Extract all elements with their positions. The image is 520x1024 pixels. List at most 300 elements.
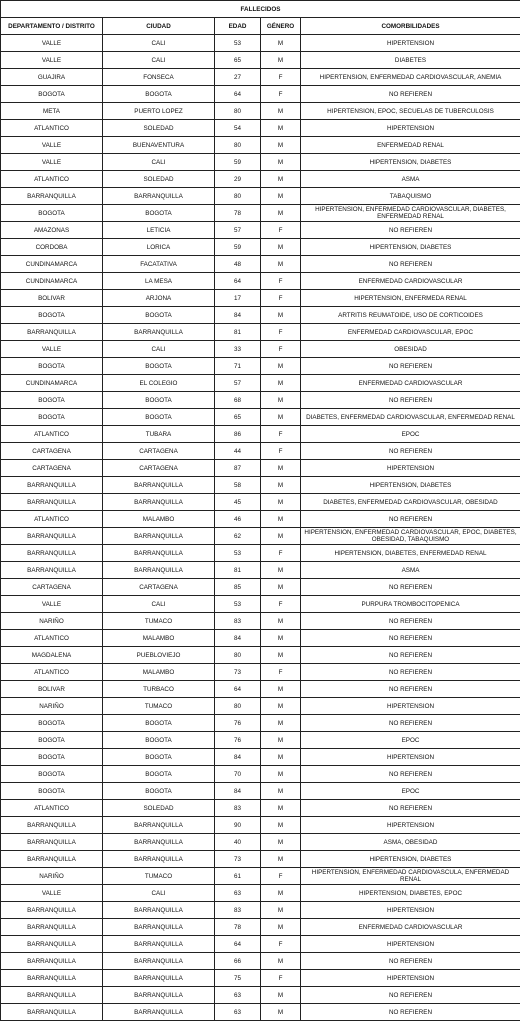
cell-edad: 85 (215, 579, 261, 596)
table-row (1, 35, 520, 52)
cell-edad: 80 (215, 188, 261, 205)
cell-ciudad: BOGOTA (103, 358, 215, 375)
cell-departamento: BARRANQUILLA (1, 987, 103, 1004)
cell-departamento: CARTAGENA (1, 443, 103, 460)
cell-comorbilidades: NO REFIEREN (301, 630, 520, 647)
cell-ciudad: BOGOTA (103, 392, 215, 409)
table-row (1, 698, 520, 715)
cell-genero: M (261, 885, 301, 902)
cell-edad: 65 (215, 409, 261, 426)
cell-comorbilidades: NO REFIEREN (301, 715, 520, 732)
cell-comorbilidades: HIPERTENSION (301, 936, 520, 953)
cell-edad: 57 (215, 222, 261, 239)
column-header-departamento: DEPARTAMENTO / DISTRITO (1, 18, 103, 35)
cell-genero: M (261, 681, 301, 698)
cell-comorbilidades: ASMA (301, 171, 520, 188)
cell-departamento: BARRANQUILLA (1, 562, 103, 579)
cell-ciudad: TUBARA (103, 426, 215, 443)
cell-departamento: BARRANQUILLA (1, 970, 103, 987)
cell-edad: 65 (215, 52, 261, 69)
cell-departamento: BARRANQUILLA (1, 953, 103, 970)
cell-ciudad: BOGOTA (103, 749, 215, 766)
cell-comorbilidades: HIPERTENSION, ENFERMEDAD CARDIOVASCULAR, EPOC, DIABETES, OBESIDAD, TABAQUISMO (301, 528, 520, 545)
cell-departamento: CUNDINAMARCA (1, 375, 103, 392)
column-header-comorbilidades: COMORBILIDADES (301, 18, 520, 35)
cell-genero: M (261, 392, 301, 409)
cell-comorbilidades: NO REFIEREN (301, 664, 520, 681)
cell-ciudad: BOGOTA (103, 409, 215, 426)
cell-edad: 58 (215, 477, 261, 494)
table-row (1, 188, 520, 205)
cell-genero: M (261, 35, 301, 52)
cell-genero: M (261, 579, 301, 596)
cell-comorbilidades: NO REFIEREN (301, 681, 520, 698)
cell-edad: 53 (215, 545, 261, 562)
cell-departamento: BARRANQUILLA (1, 324, 103, 341)
cell-ciudad: BARRANQUILLA (103, 545, 215, 562)
cell-departamento: BARRANQUILLA (1, 1004, 103, 1021)
table-body (1, 35, 520, 1021)
table-row (1, 52, 520, 69)
cell-comorbilidades: HIPERTENSION (301, 970, 520, 987)
cell-edad: 64 (215, 86, 261, 103)
cell-genero: M (261, 205, 301, 222)
table-row (1, 851, 520, 868)
cell-edad: 27 (215, 69, 261, 86)
cell-genero: M (261, 477, 301, 494)
cell-edad: 90 (215, 817, 261, 834)
cell-ciudad: CARTAGENA (103, 579, 215, 596)
table-row (1, 205, 520, 222)
table-row (1, 579, 520, 596)
cell-edad: 40 (215, 834, 261, 851)
cell-ciudad: SOLEDAD (103, 800, 215, 817)
cell-genero: F (261, 596, 301, 613)
cell-ciudad: BARRANQUILLA (103, 817, 215, 834)
cell-edad: 17 (215, 290, 261, 307)
cell-edad: 84 (215, 630, 261, 647)
cell-ciudad: BOGOTA (103, 86, 215, 103)
cell-edad: 63 (215, 885, 261, 902)
cell-departamento: NARIÑO (1, 698, 103, 715)
table-row (1, 86, 520, 103)
table-row (1, 545, 520, 562)
cell-comorbilidades: TABAQUISMO (301, 188, 520, 205)
table-row (1, 307, 520, 324)
table-row (1, 630, 520, 647)
cell-genero: M (261, 902, 301, 919)
cell-genero: M (261, 52, 301, 69)
cell-edad: 66 (215, 953, 261, 970)
table-row (1, 137, 520, 154)
cell-genero: M (261, 647, 301, 664)
cell-edad: 59 (215, 239, 261, 256)
cell-genero: M (261, 562, 301, 579)
cell-edad: 59 (215, 154, 261, 171)
cell-genero: M (261, 137, 301, 154)
table-row (1, 715, 520, 732)
cell-comorbilidades: HIPERTENSION (301, 120, 520, 137)
cell-genero: M (261, 817, 301, 834)
table-row (1, 953, 520, 970)
cell-departamento: NARIÑO (1, 613, 103, 630)
cell-edad: 54 (215, 120, 261, 137)
cell-ciudad: TUMACO (103, 613, 215, 630)
cell-genero: F (261, 426, 301, 443)
cell-departamento: BARRANQUILLA (1, 902, 103, 919)
cell-departamento: VALLE (1, 885, 103, 902)
cell-departamento: VALLE (1, 35, 103, 52)
column-header-genero: GÉNERO (261, 18, 301, 35)
cell-ciudad: BARRANQUILLA (103, 528, 215, 545)
cell-ciudad: CALI (103, 35, 215, 52)
cell-departamento: BOGOTA (1, 358, 103, 375)
cell-ciudad: BARRANQUILLA (103, 851, 215, 868)
table-row (1, 885, 520, 902)
cell-departamento: ATLANTICO (1, 664, 103, 681)
cell-genero: M (261, 358, 301, 375)
cell-comorbilidades: ENFERMEDAD CARDIOVASCULAR, EPOC (301, 324, 520, 341)
cell-genero: F (261, 341, 301, 358)
cell-genero: M (261, 239, 301, 256)
cell-comorbilidades: HIPERTENSION, DIABETES (301, 477, 520, 494)
cell-genero: F (261, 69, 301, 86)
table-row (1, 664, 520, 681)
cell-edad: 84 (215, 307, 261, 324)
cell-genero: M (261, 103, 301, 120)
cell-departamento: META (1, 103, 103, 120)
cell-genero: F (261, 936, 301, 953)
column-header-edad: EDAD (215, 18, 261, 35)
cell-ciudad: BARRANQUILLA (103, 919, 215, 936)
table-row (1, 443, 520, 460)
cell-ciudad: MALAMBO (103, 630, 215, 647)
cell-ciudad: MALAMBO (103, 511, 215, 528)
cell-genero: F (261, 868, 301, 885)
cell-edad: 68 (215, 392, 261, 409)
cell-comorbilidades: HIPERTENSION (301, 817, 520, 834)
cell-departamento: BOGOTA (1, 715, 103, 732)
cell-genero: F (261, 290, 301, 307)
cell-ciudad: BARRANQUILLA (103, 477, 215, 494)
cell-comorbilidades: NO REFIEREN (301, 579, 520, 596)
cell-ciudad: BOGOTA (103, 783, 215, 800)
cell-edad: 81 (215, 324, 261, 341)
table-row (1, 817, 520, 834)
cell-genero: M (261, 120, 301, 137)
cell-comorbilidades: HIPERTENSION (301, 698, 520, 715)
table-row (1, 460, 520, 477)
cell-genero: M (261, 154, 301, 171)
cell-departamento: BOLIVAR (1, 290, 103, 307)
cell-ciudad: FACATATIVA (103, 256, 215, 273)
cell-ciudad: CALI (103, 341, 215, 358)
cell-edad: 73 (215, 851, 261, 868)
cell-edad: 83 (215, 800, 261, 817)
cell-genero: M (261, 834, 301, 851)
cell-edad: 29 (215, 171, 261, 188)
cell-edad: 64 (215, 936, 261, 953)
cell-ciudad: BARRANQUILLA (103, 936, 215, 953)
cell-ciudad: TUMACO (103, 698, 215, 715)
table-row (1, 919, 520, 936)
cell-genero: M (261, 953, 301, 970)
cell-departamento: CORDOBA (1, 239, 103, 256)
cell-comorbilidades: ENFERMEDAD RENAL (301, 137, 520, 154)
cell-departamento: VALLE (1, 341, 103, 358)
cell-departamento: VALLE (1, 154, 103, 171)
cell-departamento: BOGOTA (1, 749, 103, 766)
table-row (1, 256, 520, 273)
cell-comorbilidades: NO REFIEREN (301, 1004, 520, 1021)
cell-genero: F (261, 443, 301, 460)
cell-departamento: BARRANQUILLA (1, 545, 103, 562)
cell-genero: M (261, 307, 301, 324)
cell-ciudad: EL COLEGIO (103, 375, 215, 392)
cell-comorbilidades: HIPERTENSION, DIABETES, ENFERMEDAD RENAL (301, 545, 520, 562)
cell-genero: M (261, 460, 301, 477)
cell-edad: 44 (215, 443, 261, 460)
table-row (1, 290, 520, 307)
cell-comorbilidades: ENFERMEDAD CARDIOVASCULAR (301, 273, 520, 290)
cell-departamento: BARRANQUILLA (1, 817, 103, 834)
cell-ciudad: BARRANQUILLA (103, 188, 215, 205)
cell-genero: F (261, 970, 301, 987)
cell-comorbilidades: NO REFIEREN (301, 358, 520, 375)
cell-comorbilidades: NO REFIEREN (301, 443, 520, 460)
cell-genero: M (261, 494, 301, 511)
table-row (1, 1004, 520, 1021)
cell-departamento: BOGOTA (1, 205, 103, 222)
cell-genero: M (261, 732, 301, 749)
cell-departamento: MAGDALENA (1, 647, 103, 664)
cell-departamento: BOGOTA (1, 732, 103, 749)
table-header-row (1, 18, 520, 35)
cell-departamento: ATLANTICO (1, 120, 103, 137)
cell-comorbilidades: HIPERTENSION (301, 460, 520, 477)
cell-comorbilidades: NO REFIEREN (301, 953, 520, 970)
cell-genero: M (261, 1004, 301, 1021)
cell-edad: 84 (215, 749, 261, 766)
table-row (1, 868, 520, 885)
cell-genero: M (261, 528, 301, 545)
cell-edad: 63 (215, 1004, 261, 1021)
table-row (1, 613, 520, 630)
cell-genero: M (261, 171, 301, 188)
cell-genero: F (261, 545, 301, 562)
table-row (1, 69, 520, 86)
cell-comorbilidades: NO REFIEREN (301, 613, 520, 630)
cell-edad: 46 (215, 511, 261, 528)
cell-comorbilidades: NO REFIEREN (301, 511, 520, 528)
cell-genero: M (261, 409, 301, 426)
cell-departamento: BARRANQUILLA (1, 851, 103, 868)
cell-comorbilidades: HIPERTENSION, DIABETES (301, 154, 520, 171)
table-row (1, 222, 520, 239)
cell-genero: M (261, 613, 301, 630)
cell-ciudad: BOGOTA (103, 766, 215, 783)
cell-comorbilidades: NO REFIEREN (301, 766, 520, 783)
cell-comorbilidades: OBESIDAD (301, 341, 520, 358)
cell-edad: 87 (215, 460, 261, 477)
cell-comorbilidades: DIABETES, ENFERMEDAD CARDIOVASCULAR, ENFERMEDAD RENAL (301, 409, 520, 426)
cell-departamento: ATLANTICO (1, 511, 103, 528)
table-row (1, 120, 520, 137)
table-row (1, 511, 520, 528)
cell-ciudad: CALI (103, 596, 215, 613)
cell-ciudad: BOGOTA (103, 205, 215, 222)
cell-edad: 73 (215, 664, 261, 681)
cell-edad: 80 (215, 103, 261, 120)
table-row (1, 970, 520, 987)
cell-comorbilidades: HIPERTENSION, DIABETES (301, 239, 520, 256)
cell-edad: 53 (215, 35, 261, 52)
cell-edad: 70 (215, 766, 261, 783)
table-row (1, 987, 520, 1004)
cell-edad: 76 (215, 732, 261, 749)
cell-comorbilidades: NO REFIEREN (301, 222, 520, 239)
cell-edad: 53 (215, 596, 261, 613)
cell-genero: M (261, 800, 301, 817)
cell-ciudad: LA MESA (103, 273, 215, 290)
cell-edad: 80 (215, 647, 261, 664)
table-row (1, 783, 520, 800)
cell-genero: M (261, 375, 301, 392)
cell-departamento: BOGOTA (1, 409, 103, 426)
cell-edad: 80 (215, 137, 261, 154)
cell-departamento: ATLANTICO (1, 171, 103, 188)
cell-comorbilidades: ASMA (301, 562, 520, 579)
cell-departamento: BARRANQUILLA (1, 477, 103, 494)
cell-comorbilidades: NO REFIEREN (301, 256, 520, 273)
cell-comorbilidades: HIPERTENSION, ENFERMEDAD CARDIOVASCULA, ENFERMEDAD RENAL (301, 868, 520, 885)
cell-edad: 78 (215, 205, 261, 222)
cell-genero: M (261, 188, 301, 205)
table-row (1, 171, 520, 188)
cell-comorbilidades: HIPERTENSION, EPOC, SECUELAS DE TUBERCULOSIS (301, 103, 520, 120)
cell-departamento: VALLE (1, 596, 103, 613)
cell-comorbilidades: EPOC (301, 732, 520, 749)
cell-comorbilidades: ENFERMEDAD CARDIOVASCULAR (301, 375, 520, 392)
cell-ciudad: BARRANQUILLA (103, 970, 215, 987)
cell-ciudad: BARRANQUILLA (103, 902, 215, 919)
cell-departamento: BOGOTA (1, 392, 103, 409)
cell-departamento: ATLANTICO (1, 630, 103, 647)
cell-comorbilidades: HIPERTENSION, DIABETES (301, 851, 520, 868)
cell-genero: M (261, 851, 301, 868)
table-row (1, 341, 520, 358)
cell-genero: F (261, 273, 301, 290)
cell-departamento: BARRANQUILLA (1, 188, 103, 205)
table-row (1, 103, 520, 120)
cell-ciudad: SOLEDAD (103, 171, 215, 188)
cell-ciudad: BARRANQUILLA (103, 1004, 215, 1021)
cell-departamento: BOGOTA (1, 783, 103, 800)
cell-comorbilidades: HIPERTENSION, ENFERMEDA RENAL (301, 290, 520, 307)
cell-departamento: CARTAGENA (1, 460, 103, 477)
cell-edad: 57 (215, 375, 261, 392)
cell-departamento: BARRANQUILLA (1, 494, 103, 511)
table-row (1, 324, 520, 341)
table-row (1, 392, 520, 409)
cell-ciudad: BOGOTA (103, 307, 215, 324)
table-row (1, 647, 520, 664)
cell-edad: 64 (215, 273, 261, 290)
cell-ciudad: BARRANQUILLA (103, 953, 215, 970)
table-row (1, 681, 520, 698)
table-row (1, 409, 520, 426)
cell-ciudad: TURBACO (103, 681, 215, 698)
cell-edad: 83 (215, 902, 261, 919)
cell-comorbilidades: NO REFIEREN (301, 647, 520, 664)
table-row (1, 477, 520, 494)
cell-comorbilidades: HIPERTENSION (301, 35, 520, 52)
cell-edad: 78 (215, 919, 261, 936)
column-header-ciudad: CIUDAD (103, 18, 215, 35)
cell-genero: F (261, 222, 301, 239)
table-row (1, 749, 520, 766)
cell-ciudad: TUMACO (103, 868, 215, 885)
cell-comorbilidades: NO REFIEREN (301, 86, 520, 103)
cell-edad: 81 (215, 562, 261, 579)
cell-genero: M (261, 630, 301, 647)
cell-genero: F (261, 664, 301, 681)
cell-departamento: BOGOTA (1, 766, 103, 783)
cell-genero: F (261, 324, 301, 341)
cell-departamento: CUNDINAMARCA (1, 256, 103, 273)
cell-ciudad: LETICIA (103, 222, 215, 239)
cell-ciudad: BARRANQUILLA (103, 987, 215, 1004)
cell-edad: 64 (215, 681, 261, 698)
cell-genero: M (261, 987, 301, 1004)
table-row (1, 732, 520, 749)
table-row (1, 562, 520, 579)
cell-genero: M (261, 511, 301, 528)
table-title-row (1, 1, 520, 18)
cell-departamento: CARTAGENA (1, 579, 103, 596)
table-row (1, 902, 520, 919)
cell-ciudad: BARRANQUILLA (103, 834, 215, 851)
cell-edad: 76 (215, 715, 261, 732)
table-row (1, 358, 520, 375)
cell-comorbilidades: NO REFIEREN (301, 392, 520, 409)
cell-departamento: BARRANQUILLA (1, 936, 103, 953)
cell-edad: 48 (215, 256, 261, 273)
table-row (1, 766, 520, 783)
cell-comorbilidades: DIABETES, ENFERMEDAD CARDIOVASCULAR, OBESIDAD (301, 494, 520, 511)
cell-departamento: ATLANTICO (1, 800, 103, 817)
table-row (1, 239, 520, 256)
cell-genero: M (261, 698, 301, 715)
cell-genero: M (261, 256, 301, 273)
cell-genero: F (261, 86, 301, 103)
cell-ciudad: BOGOTA (103, 732, 215, 749)
cell-departamento: BOGOTA (1, 307, 103, 324)
table-row (1, 375, 520, 392)
cell-departamento: VALLE (1, 52, 103, 69)
cell-ciudad: CALI (103, 885, 215, 902)
cell-departamento: ATLANTICO (1, 426, 103, 443)
cell-comorbilidades: HIPERTENSION, ENFERMEDAD CARDIOVASCULAR, DIABETES, ENFERMEDAD RENAL (301, 205, 520, 222)
cell-departamento: BOGOTA (1, 86, 103, 103)
cell-edad: 84 (215, 783, 261, 800)
cell-departamento: BOLIVAR (1, 681, 103, 698)
cell-ciudad: CALI (103, 154, 215, 171)
table-row (1, 426, 520, 443)
cell-comorbilidades: HIPERTENSION (301, 902, 520, 919)
cell-comorbilidades: EPOC (301, 426, 520, 443)
table-row (1, 154, 520, 171)
